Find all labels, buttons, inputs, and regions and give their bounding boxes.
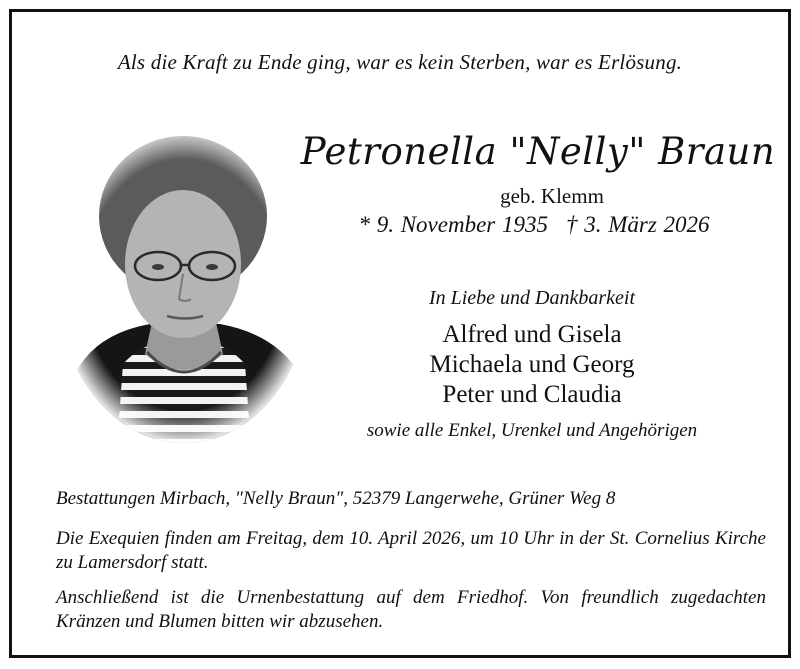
mourner-name: Peter und Claudia <box>442 381 622 408</box>
portrait-photo <box>55 124 313 446</box>
obituary-frame <box>9 9 791 658</box>
deceased-name: Petronella "Nelly" Braun <box>300 130 776 173</box>
death-date: † 3. März 2026 <box>565 212 710 237</box>
mourner-name: Michaela und Georg <box>429 351 635 378</box>
relatives-line: sowie alle Enkel, Urenkel und Angehörigen <box>366 420 698 441</box>
life-dates <box>344 212 724 238</box>
mourners-list <box>382 320 682 410</box>
burial-notice: Anschließend ist die Urnenbestattung auf dem Friedhof. Von freundlich zugedachten Kränzen und Blumen bitten wir abzusehen. <box>56 587 766 632</box>
thanks-line: In Liebe und Dankbarkeit <box>428 287 636 309</box>
birth-date: * 9. November 1935 <box>358 212 548 237</box>
funeral-home-address: Bestattungen Mirbach, "Nelly Braun", 52379 Langerwehe, Grüner Weg 8 <box>56 488 616 509</box>
motto-text: Als die Kraft zu Ende ging, war es kein Sterben, war es Erlösung. <box>117 50 683 74</box>
birth-name: geb. Klemm <box>500 184 604 208</box>
service-notice: Die Exequien finden am Freitag, dem 10. April 2026, um 10 Uhr in der St. Cornelius Kirche zu Lamersdorf statt. <box>56 528 766 573</box>
mourner-name: Alfred und Gisela <box>442 321 622 348</box>
